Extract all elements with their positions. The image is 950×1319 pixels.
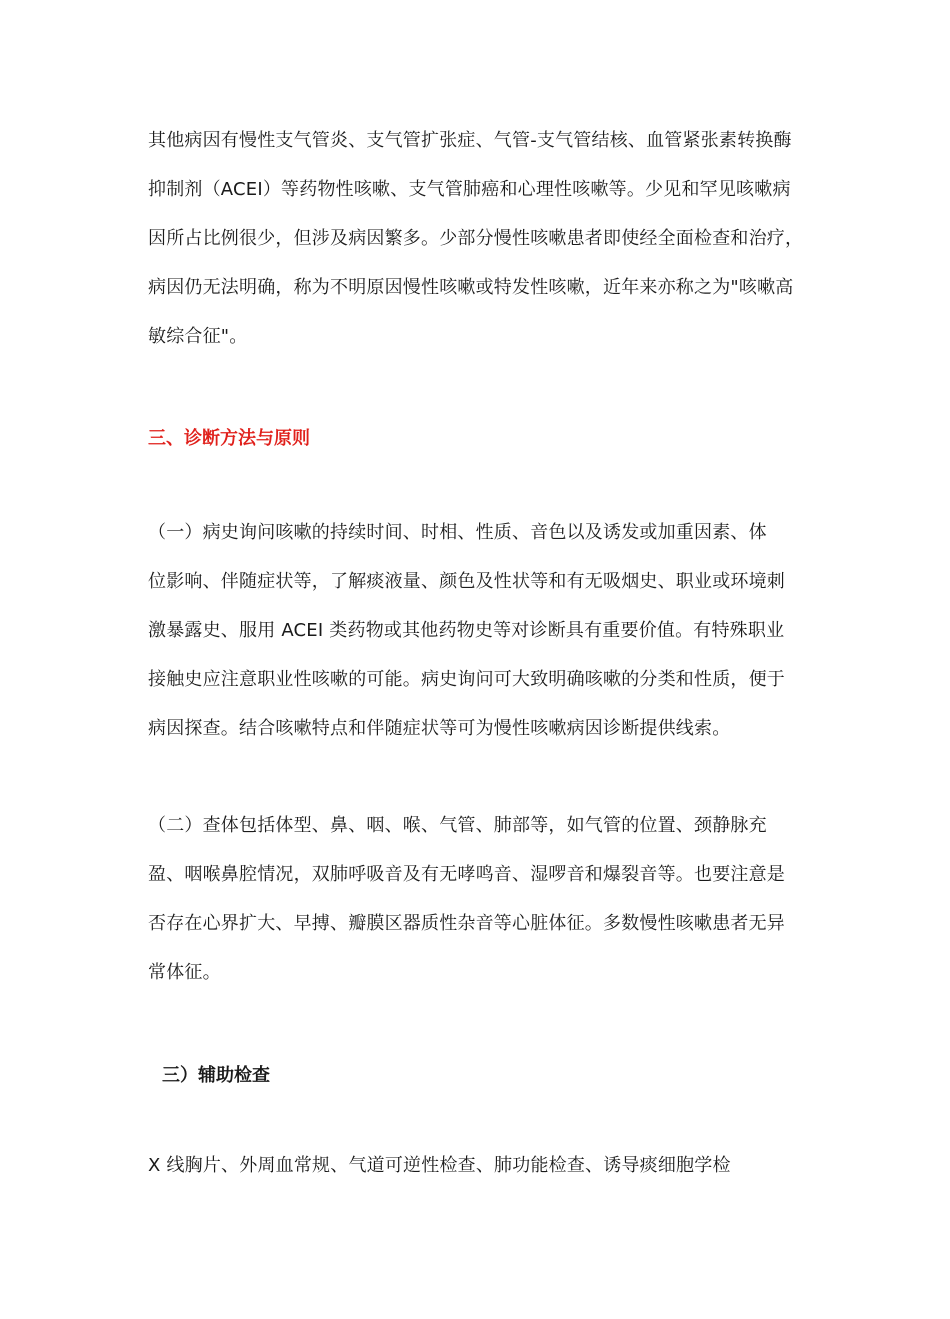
text-line: 因所占比例很少，但涉及病因繁多。少部分慢性咳嗽患者即使经全面检查和治疗， — [148, 228, 804, 249]
text-line: 敏综合征"。 — [148, 326, 248, 347]
paragraph-other-causes — [148, 116, 814, 361]
text-line: 位影响、伴随症状等，了解痰液量、颜色及性状等和有无吸烟史、职业或环境刺 — [148, 571, 785, 592]
text-line: 病因探查。结合咳嗽特点和伴随症状等可为慢性咳嗽病因诊断提供线索。 — [148, 718, 731, 739]
section-heading-diagnosis: 三、诊断方法与原则 — [148, 428, 310, 449]
text-line: （一）病史询问咳嗽的持续时间、时相、性质、音色以及诱发或加重因素、体 — [148, 522, 767, 543]
text-line: 激暴露史、服用 ACEI 类药物或其他药物史等对诊断具有重要价值。有特殊职业 — [148, 620, 785, 641]
text-line: 其他病因有慢性支气管炎、支气管扩张症、气管-支气管结核、血管紧张素转换酶 — [148, 130, 792, 151]
subheading-auxiliary-exams: 三）辅助检查 — [162, 1065, 270, 1086]
text-line: 否存在心界扩大、早搏、瓣膜区器质性杂音等心脏体征。多数慢性咳嗽患者无异 — [148, 913, 785, 934]
text-line: 盈、咽喉鼻腔情况，双肺呼吸音及有无哮鸣音、湿啰音和爆裂音等。也要注意是 — [148, 864, 785, 885]
text-line: 接触史应注意职业性咳嗽的可能。病史询问可大致明确咳嗽的分类和性质，便于 — [148, 669, 785, 690]
paragraph-auxiliary-exams — [148, 1141, 814, 1190]
paragraph-history-inquiry — [148, 508, 814, 753]
text-line: （二）查体包括体型、鼻、咽、喉、气管、肺部等，如气管的位置、颈静脉充 — [148, 815, 767, 836]
text-line: 病因仍无法明确，称为不明原因慢性咳嗽或特发性咳嗽，近年来亦称之为"咳嗽高 — [148, 277, 794, 298]
text-line: 抑制剂（ACEI）等药物性咳嗽、支气管肺癌和心理性咳嗽等。少见和罕见咳嗽病 — [148, 179, 791, 200]
text-line: 常体征。 — [148, 962, 221, 983]
text-line: X 线胸片、外周血常规、气道可逆性检查、肺功能检查、诱导痰细胞学检 — [148, 1155, 731, 1176]
paragraph-physical-exam — [148, 801, 814, 997]
